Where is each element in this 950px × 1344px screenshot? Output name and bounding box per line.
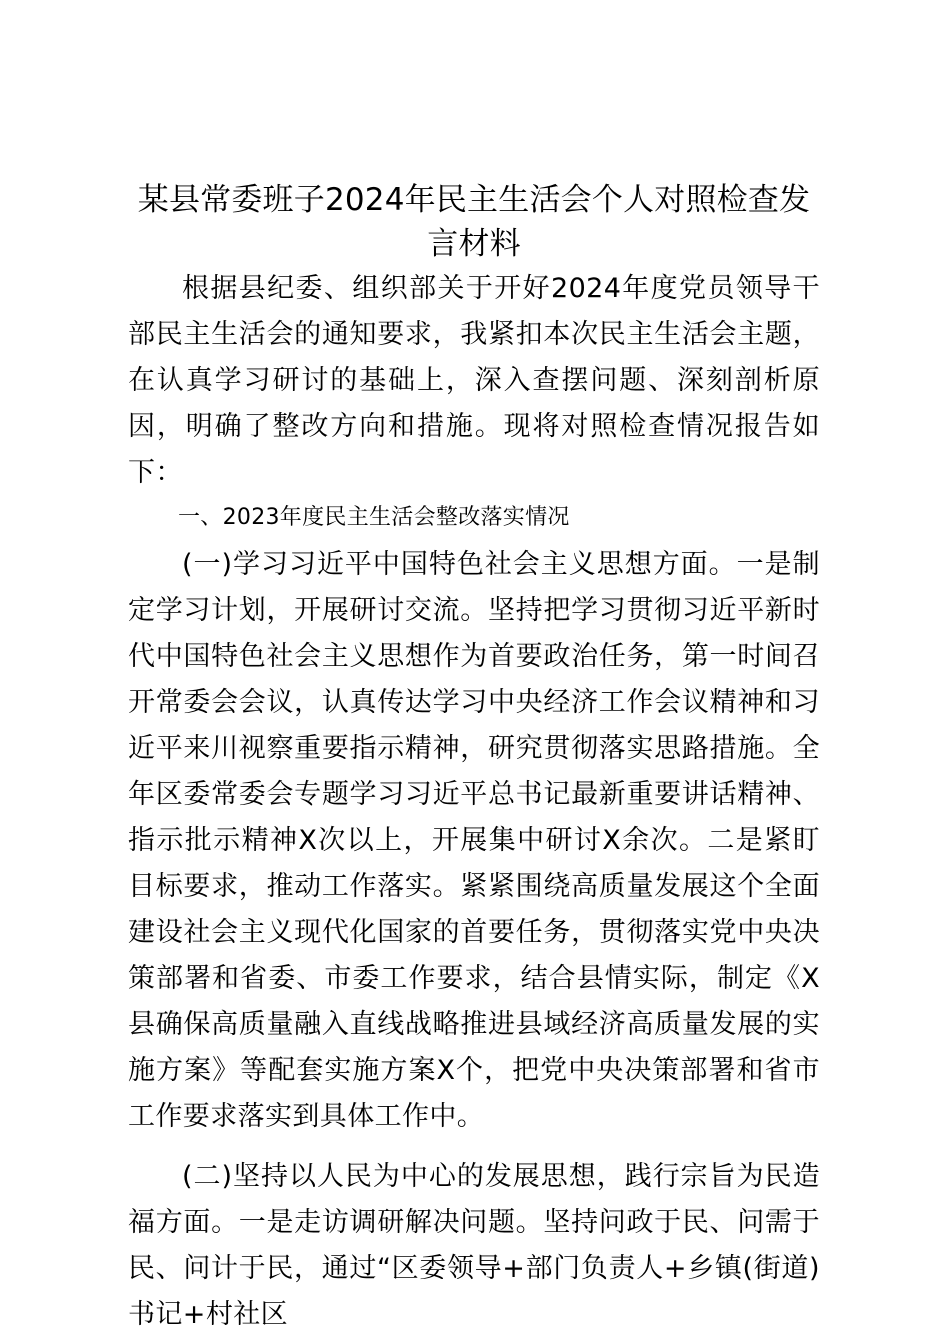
document-title: 某县常委班子2024年民主生活会个人对照检查发言材料 <box>137 182 811 262</box>
section-2-paragraph: (二)坚持以人民为中心的发展思想，践行宗旨为民造福方面。一是走访调研解决问题。坚持问政于民、问需于民、问计于民，通过“区委领导+部门负责人+乡镇(街道)书记+村社区 <box>128 1161 820 1330</box>
intro-paragraph: 根据县纪委、组织部关于开好2024年度党员领导干部民主生活会的通知要求，我紧扣本次民主生活会主题，在认真学习研讨的基础上，深入查摆问题、深刻剖析原因，明确了整改方向和措施。现将对照检查情况报告如下： <box>128 273 820 488</box>
section-heading-1: 一、2023年度民主生活会整改落实情况 <box>178 505 570 530</box>
section-1-paragraph: (一)学习习近平中国特色社会主义思想方面。一是制定学习计划，开展研讨交流。坚持把学习贯彻习近平新时代中国特色社会主义思想作为首要政治任务，第一时间召开常委会会议，认真传达学习中央经济工作会议精神和习近平来川视察重要指示精神，研究贯彻落实思路措施。全年区委常委会专题学习习近平总书记最新重要讲话精神、指示批示精神X次以上，开展集中研讨X余次。二是紧盯目标要求，推动工作落实。紧紧围绕高质量发展这个全面建设社会主义现代化国家的首要任务，贯彻落实党中央决策部署和省委、市委工作要求，结合县情实际，制定《X县确保高质量融入直线战略推进县域经济高质量发展的实施方案》等配套实施方案X个，把党中央决策部署和省市工作要求落实到具体工作中。 <box>128 549 820 1132</box>
